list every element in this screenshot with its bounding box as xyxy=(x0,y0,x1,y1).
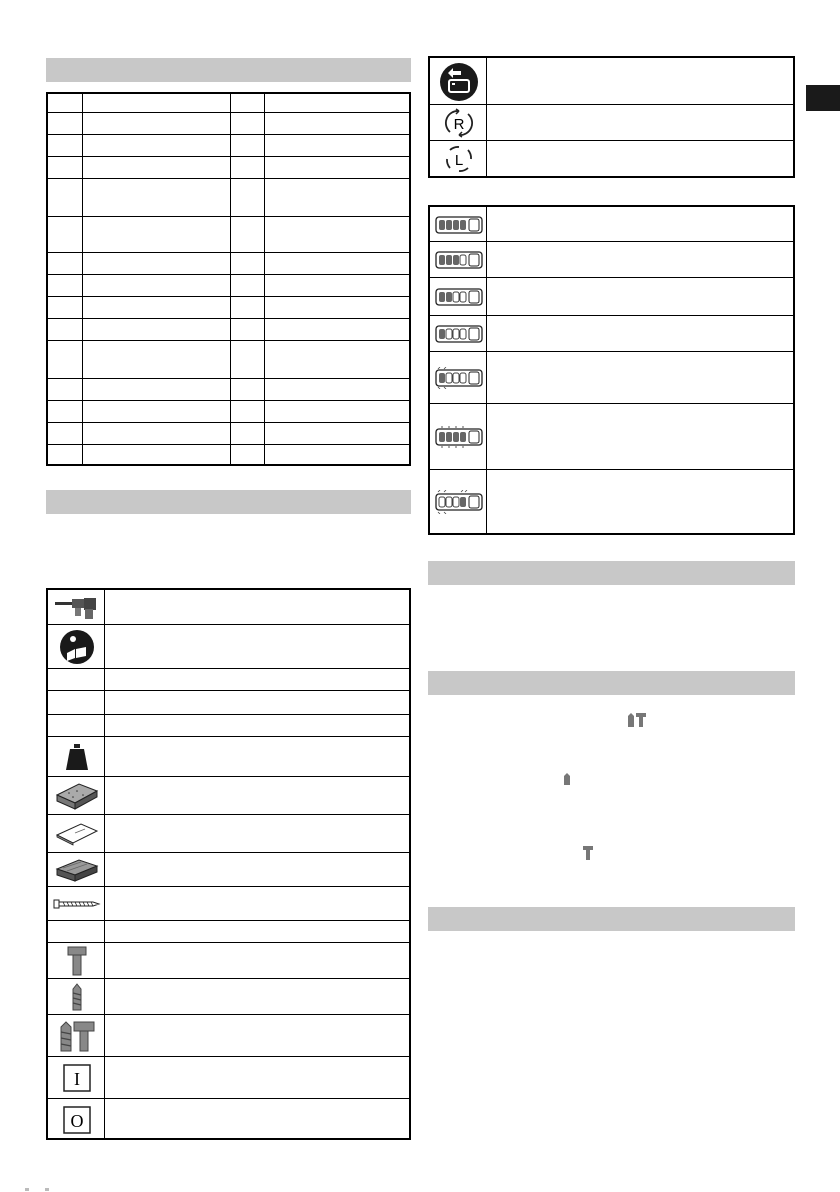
rotation-left-icon xyxy=(432,141,486,176)
hammer-drill-mode-inline-icon xyxy=(627,712,647,733)
parts-table xyxy=(46,92,411,466)
section-bar-right-2 xyxy=(428,671,795,695)
battery-alternate-blinking-icon xyxy=(432,470,486,533)
bottom-mark xyxy=(25,1188,29,1191)
svg-text:I: I xyxy=(74,1068,80,1089)
section-bar-right-3 xyxy=(428,907,795,931)
drill-mode-inline-icon xyxy=(564,772,570,790)
hammer-only-mode-icon-2 xyxy=(50,943,104,978)
battery-4-bars-icon xyxy=(432,242,486,277)
rotary-hammer-tool-icon xyxy=(50,592,104,624)
rotation-right-letter: R xyxy=(453,115,465,133)
screw-icon xyxy=(50,887,104,920)
battery-table xyxy=(428,205,795,535)
battery-2-bars-icon xyxy=(432,316,486,351)
hammer-only-mode-icon xyxy=(50,921,104,942)
battery-remove-icon xyxy=(432,60,486,104)
battery-1-bar-blinking-icon xyxy=(432,352,486,403)
symbols-table xyxy=(46,588,411,1140)
drill-only-mode-icon xyxy=(50,979,104,1014)
switch-off-icon xyxy=(50,1099,104,1140)
battery-all-blinking-icon xyxy=(432,404,486,469)
read-manual-icon xyxy=(50,625,104,668)
switch-on-icon xyxy=(50,1057,104,1098)
concrete-block-icon xyxy=(50,777,104,814)
battery-5-bars-icon xyxy=(432,209,486,241)
language-tab xyxy=(806,85,840,111)
hammer-mode-inline-icon xyxy=(583,846,593,865)
brick-icon xyxy=(50,853,104,886)
thin-board-icon xyxy=(50,815,104,852)
section-bar-symbols xyxy=(46,490,411,514)
rotation-left-letter: L xyxy=(454,151,464,169)
rotation-right-icon xyxy=(432,105,486,140)
bottom-mark xyxy=(45,1188,49,1191)
section-bar-right-1 xyxy=(428,561,795,585)
rotation-table xyxy=(428,56,795,178)
battery-3-bars-icon xyxy=(432,278,486,315)
section-bar-parts xyxy=(46,58,411,82)
weight-icon xyxy=(50,737,104,776)
hammer-drill-mode-icon xyxy=(50,1015,104,1056)
svg-text:O: O xyxy=(70,1110,84,1131)
